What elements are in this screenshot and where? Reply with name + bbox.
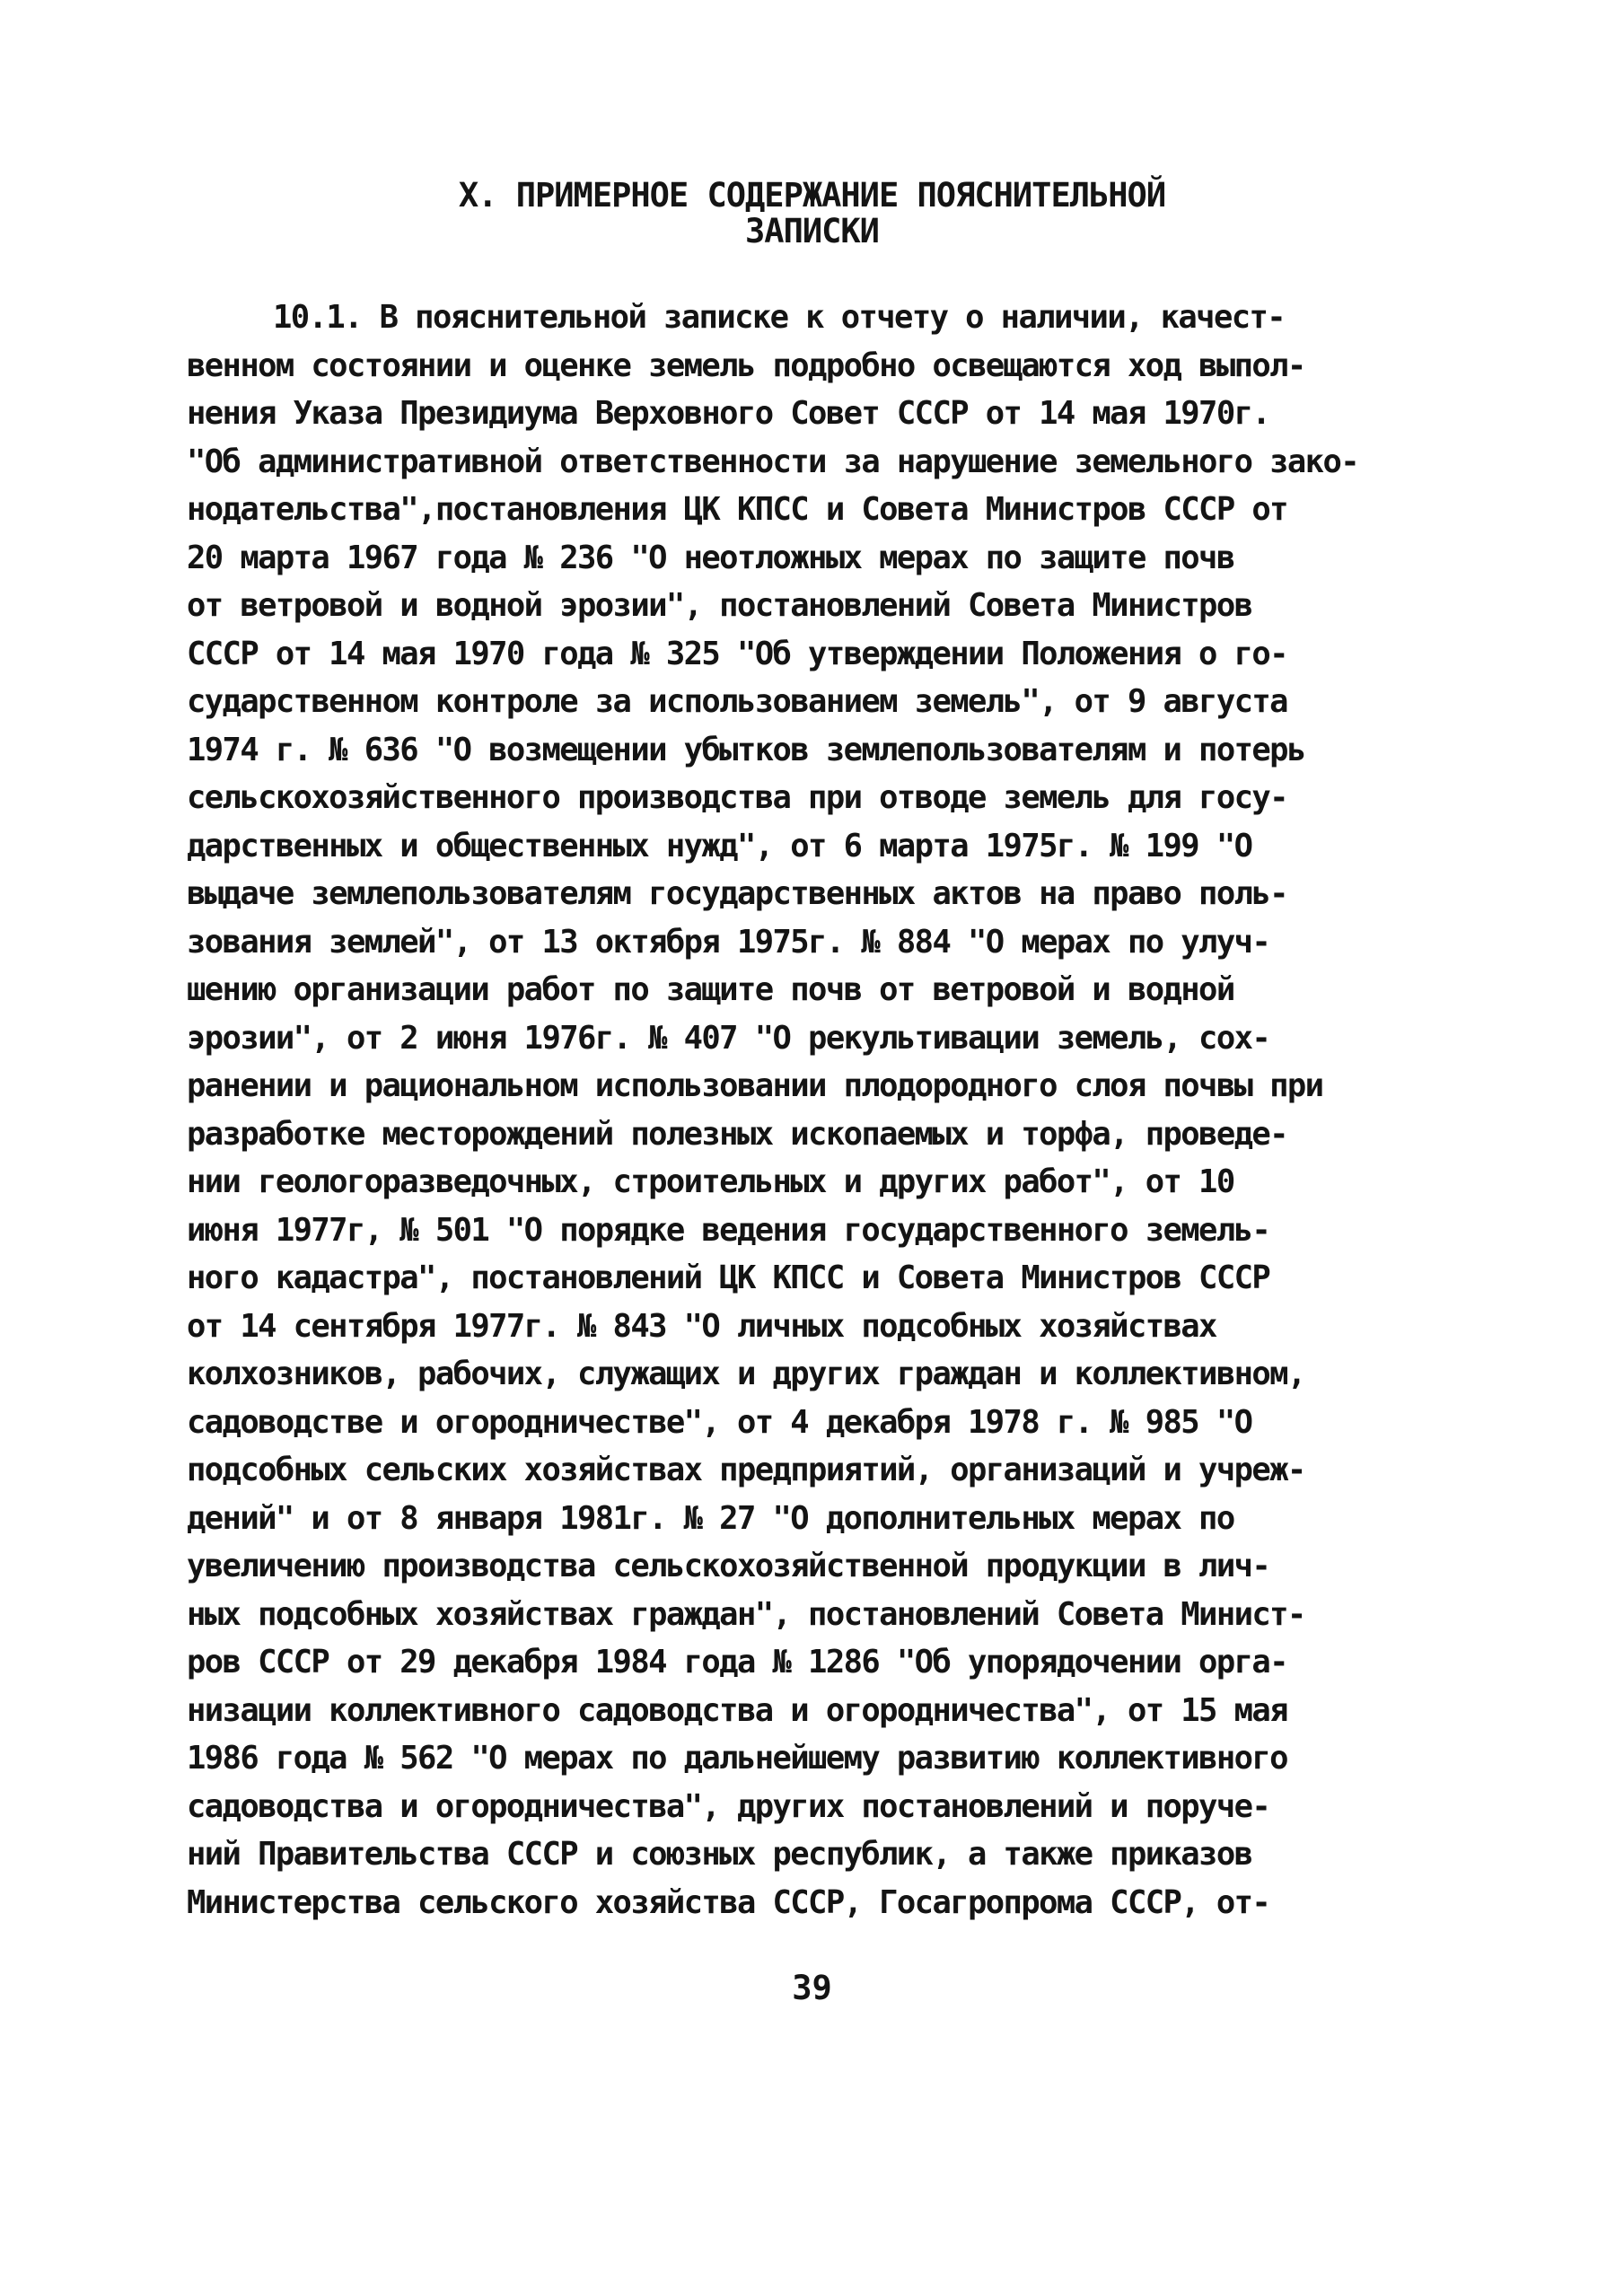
text-line: 20 марта 1967 года № 236 "О неотложных мерах по защите почв (187, 539, 1234, 576)
text-line: увеличению производства сельскохозяйственной продукции в лич- (187, 1548, 1270, 1584)
text-line: колхозников, рабочих, служащих и других граждан и коллективном, (187, 1356, 1305, 1392)
text-line: 1986 года № 562 "О мерах по дальнейшему развитию коллективного (187, 1740, 1287, 1777)
text-line: нения Указа Президиума Верховного Совет СССР от 14 мая 1970г. (187, 395, 1270, 432)
text-line: июня 1977г, № 501 "О порядке ведения государственного земель- (187, 1211, 1270, 1249)
text-line: разработке месторождений полезных ископаемых и торфа, проведе- (187, 1115, 1287, 1153)
text-line: от ветровой и водной эрозии", постановлений Совета Министров (187, 587, 1252, 624)
text-line: шению организации работ по защите почв от ветровой и водной (187, 971, 1234, 1008)
text-line: "Об административной ответственности за нарушение земельного зако- (187, 443, 1359, 480)
text-line: подсобных сельских хозяйствах предприятий, организаций и учреж- (187, 1452, 1305, 1488)
text-line: дарственных и общественных нужд", от 6 марта 1975г. № 199 "О (187, 827, 1252, 864)
text-line: Министерства сельского хозяйства СССР, Госагропрома СССР, от- (187, 1883, 1270, 1921)
page-number: 39 (792, 1969, 832, 2007)
section-heading: X. ПРИМЕРНОЕ СОДЕРЖАНИЕ ПОЯСНИТЕЛЬНОЙ (458, 176, 1166, 215)
text-line: ного кадастра", постановлений ЦК КПСС и Совета Министров СССР (187, 1259, 1270, 1296)
text-line: ных подсобных хозяйствах граждан", постановлений Совета Минист- (187, 1595, 1305, 1633)
text-line: сельскохозяйственного производства при отводе земель для госу- (187, 779, 1287, 816)
text-line: сударственном контроле за использованием земель", от 9 августа (187, 683, 1287, 720)
text-line: ний Правительства СССР и союзных республик, а также приказов (187, 1836, 1252, 1873)
text-line: зования землей", от 13 октября 1975г. № 884 "О мерах по улуч- (187, 923, 1270, 961)
paragraph-10-1 (187, 294, 1444, 1926)
text-line: нодательства",постановления ЦК КПСС и Совета Министров СССР от (187, 491, 1287, 528)
text-line: 1974 г. № 636 "О возмещении убытков землепользователям и потерь (187, 731, 1305, 768)
section-heading-continuation: ЗАПИСКИ (745, 212, 879, 250)
text-line: 10.1. В пояснительной записке к отчету о наличии, качест- (273, 299, 1286, 336)
text-line: дений" и от 8 января 1981г. № 27 "О дополнительных мерах по (187, 1499, 1234, 1537)
text-line: садоводства и огородничества", других постановлений и поруче- (187, 1787, 1270, 1825)
text-line: низации коллективного садоводства и огородничества", от 15 мая (187, 1691, 1287, 1729)
text-line: эрозии", от 2 июня 1976г. № 407 "О рекультивации земель, сох- (187, 1019, 1270, 1057)
text-line: выдаче землепользователям государственных актов на право поль- (187, 875, 1287, 912)
text-line: нии геологоразведочных, строительных и других работ", от 10 (187, 1163, 1234, 1200)
text-line: СССР от 14 мая 1970 года № 325 "Об утверждении Положения о го- (187, 635, 1287, 672)
text-line: садоводстве и огородничестве", от 4 декабря 1978 г. № 985 "О (187, 1403, 1252, 1441)
text-line: от 14 сентября 1977г. № 843 "О личных подсобных хозяйствах (187, 1307, 1216, 1345)
text-line: венном состоянии и оценке земель подробно освещаются ход выпол- (187, 347, 1305, 384)
text-line: ров СССР от 29 декабря 1984 года № 1286 "Об упорядочении орга- (187, 1644, 1287, 1681)
text-line: ранении и рациональном использовании плодородного слоя почвы при (187, 1067, 1323, 1104)
